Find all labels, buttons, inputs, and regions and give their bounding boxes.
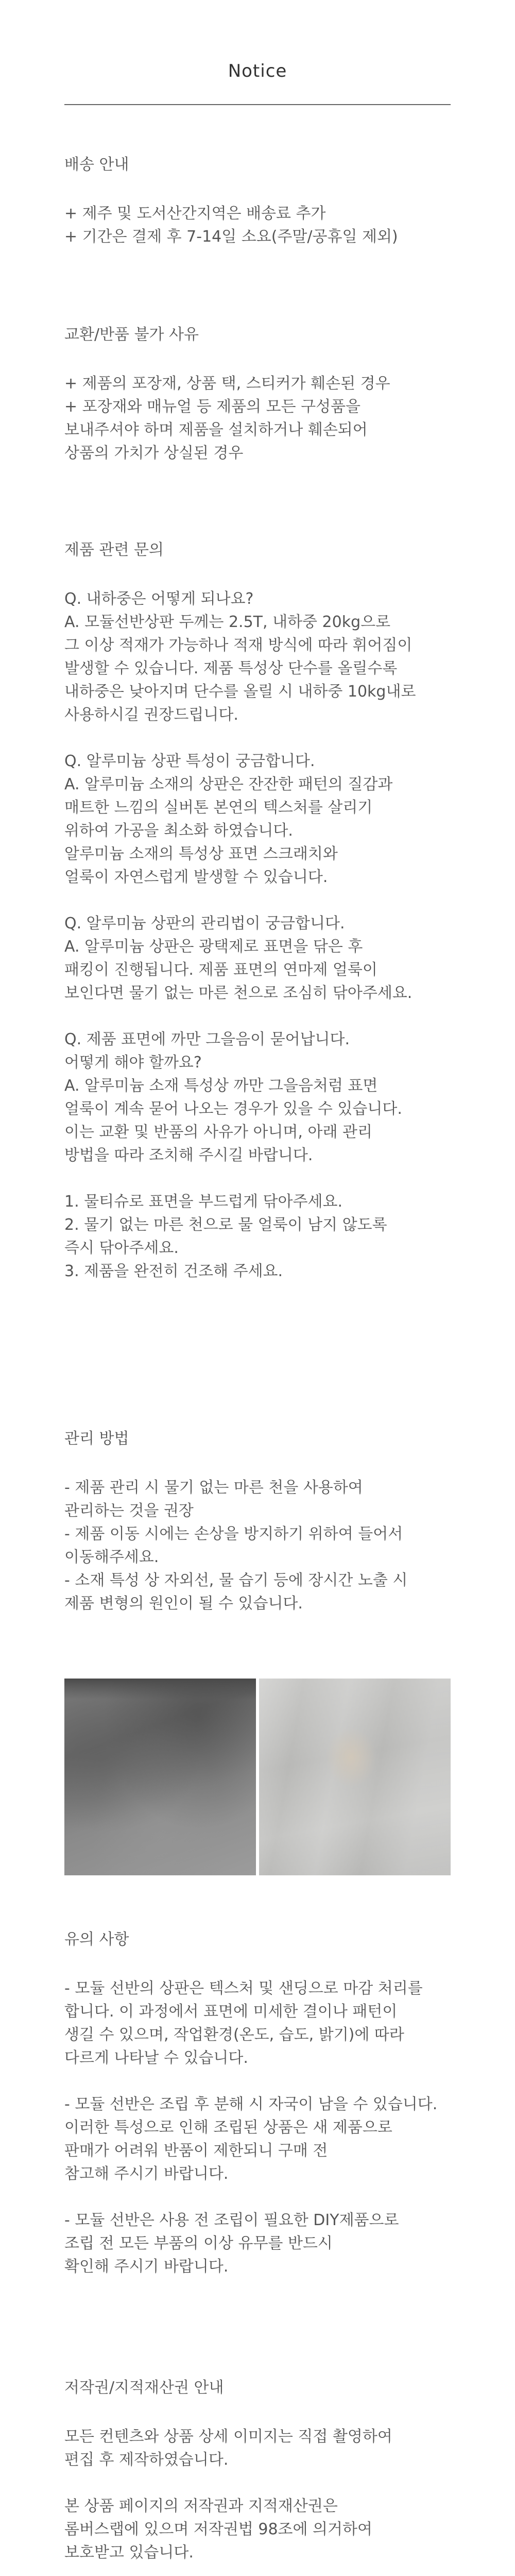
faq-line: 사용하시길 권장드립니다. bbox=[64, 706, 238, 724]
no-return-line: 상품의 가치가 상실된 경우 bbox=[64, 444, 244, 462]
care-line: 관리하는 것을 권장 bbox=[64, 1502, 194, 1520]
faq-line: 이는 교환 및 반품의 사유가 아니며, 아래 관리 bbox=[64, 1123, 372, 1141]
care-line: - 제품 관리 시 물기 없는 마른 천을 사용하여 bbox=[64, 1479, 363, 1497]
faq-line: A. 모듈선반상판 두께는 2.5T, 내하중 20kg으로 bbox=[64, 613, 391, 631]
no-return-lines bbox=[64, 372, 456, 465]
no-return-line: + 포장재와 매뉴얼 등 제품의 모든 구성품을 bbox=[64, 398, 361, 416]
shipping-line: + 제주 및 도서산간지역은 배송료 추가 bbox=[64, 205, 326, 223]
caution-line: 생길 수 있으며, 작업환경(온도, 습도, 밝기)에 따라 bbox=[64, 2026, 404, 2044]
caution-line: 합니다. 이 과정에서 표면에 미세한 결이나 패턴이 bbox=[64, 2003, 398, 2021]
copyright-line: 모든 컨텐츠와 상품 상세 이미지는 직접 촬영하여 bbox=[64, 2428, 392, 2446]
faq-q1 bbox=[64, 587, 456, 726]
faq-line: 방법을 따라 조치해 주시길 바랍니다. bbox=[64, 1146, 313, 1164]
care-section bbox=[64, 1429, 456, 1615]
cautions-title: 유의 사항 bbox=[64, 1930, 129, 1948]
copyright-p2 bbox=[64, 2495, 456, 2564]
faq-line: 그 이상 적재가 가능하나 적재 방식에 따라 휘어짐이 bbox=[64, 636, 413, 654]
faq-line: 얼룩이 계속 묻어 나오는 경우가 있을 수 있습니다. bbox=[64, 1100, 402, 1118]
faq-step: 3. 제품을 완전히 건조해 주세요. bbox=[64, 1262, 283, 1280]
faq-line: 위하여 가공을 최소화 하였습니다. bbox=[64, 822, 293, 840]
faq-step: 1. 물티슈로 표면을 부드럽게 닦아주세요. bbox=[64, 1193, 342, 1211]
faq-line: 얼룩이 자연스럽게 발생할 수 있습니다. bbox=[64, 868, 328, 886]
faq-section bbox=[64, 540, 456, 1283]
surface-photo-light bbox=[259, 1679, 451, 1875]
faq-steps bbox=[64, 1190, 456, 1283]
care-line: 제품 변형의 원인이 될 수 있습니다. bbox=[64, 1595, 303, 1613]
faq-line: 어떻게 해야 할까요? bbox=[64, 1054, 202, 1072]
cautions-p2 bbox=[64, 2093, 456, 2185]
caution-line: 이러한 특성으로 인해 조립된 상품은 새 제품으로 bbox=[64, 2119, 392, 2137]
faq-q4 bbox=[64, 1028, 456, 1167]
faq-title: 제품 관련 문의 bbox=[64, 541, 164, 559]
faq-line: 내하중은 낮아지며 단수를 올릴 시 내하중 10kg내로 bbox=[64, 683, 416, 701]
no-return-title: 교환/반품 불가 사유 bbox=[64, 326, 199, 344]
faq-line: 매트한 느낌의 실버톤 본연의 텍스처를 살리기 bbox=[64, 799, 373, 817]
caution-line: 참고해 주시기 바랍니다. bbox=[64, 2165, 229, 2183]
copyright-line: 편집 후 제작하였습니다. bbox=[64, 2451, 229, 2469]
no-return-line: + 제품의 포장재, 상품 택, 스티커가 훼손된 경우 bbox=[64, 375, 390, 393]
cautions-section bbox=[64, 1929, 456, 2278]
faq-line: A. 알루미늄 소재의 상판은 잔잔한 패턴의 질감과 bbox=[64, 775, 393, 793]
surface-photo-dark bbox=[64, 1679, 256, 1875]
surface-photo-edge bbox=[64, 1679, 256, 1699]
care-line: - 소재 특성 상 자외선, 물 습기 등에 장시간 노출 시 bbox=[64, 1571, 408, 1589]
faq-q3 bbox=[64, 912, 456, 1005]
faq-line: Q. 제품 표면에 까만 그을음이 묻어납니다. bbox=[64, 1030, 350, 1048]
faq-line: 알루미늄 소재의 특성상 표면 스크래치와 bbox=[64, 845, 338, 863]
faq-line: 보인다면 물기 없는 마른 천으로 조심히 닦아주세요. bbox=[64, 984, 413, 1002]
copyright-line: 본 상품 페이지의 저작권과 지적재산권은 bbox=[64, 2497, 338, 2515]
faq-line: A. 알루미늄 소재 특성상 까만 그을음처럼 표면 bbox=[64, 1077, 378, 1095]
care-line: - 제품 이동 시에는 손상을 방지하기 위하여 들어서 bbox=[64, 1525, 403, 1543]
copyright-line: 롬버스랩에 있으며 저작권법 98조에 의거하여 bbox=[64, 2520, 372, 2538]
faq-step: 즉시 닦아주세요. bbox=[64, 1239, 179, 1257]
faq-line: 패킹이 진행됩니다. 제품 표면의 연마제 얼룩이 bbox=[64, 961, 377, 979]
title-divider bbox=[64, 104, 451, 105]
shipping-title: 배송 안내 bbox=[64, 156, 129, 174]
caution-line: 조립 전 모든 부품의 이상 유무를 반드시 bbox=[64, 2234, 333, 2252]
no-return-line: 보내주셔야 하며 제품을 설치하거나 훼손되어 bbox=[64, 421, 368, 439]
care-title: 관리 방법 bbox=[64, 1430, 129, 1448]
caution-line: - 모듈 선반은 조립 후 분해 시 자국이 남을 수 있습니다. bbox=[64, 2095, 438, 2113]
shipping-lines bbox=[64, 202, 456, 248]
shipping-section bbox=[64, 155, 456, 248]
caution-line: 다르게 나타날 수 있습니다. bbox=[64, 2049, 248, 2067]
shipping-line: + 기간은 결제 후 7-14일 소요(주말/공휴일 제외) bbox=[64, 228, 398, 246]
faq-line: A. 알루미늄 상판은 광택제로 표면을 닦은 후 bbox=[64, 938, 363, 956]
copyright-line: 보호받고 있습니다. bbox=[64, 2544, 194, 2562]
caution-line: - 모듈 선반의 상판은 텍스처 및 샌딩으로 마감 처리를 bbox=[64, 1979, 423, 1997]
caution-line: 판매가 어려워 반품이 제한되니 구매 전 bbox=[64, 2142, 328, 2160]
copyright-p1 bbox=[64, 2425, 456, 2471]
faq-line: Q. 내하중은 어떻게 되나요? bbox=[64, 590, 254, 608]
surface-photos bbox=[64, 1679, 451, 1875]
caution-line: 확인해 주시기 바랍니다. bbox=[64, 2258, 229, 2276]
faq-line: Q. 알루미늄 상판 특성이 궁금합니다. bbox=[64, 752, 315, 770]
caution-line: - 모듈 선반은 사용 전 조립이 필요한 DIY제품으로 bbox=[64, 2211, 399, 2229]
copyright-section bbox=[64, 2378, 456, 2576]
copyright-title: 저작권/지적재산권 안내 bbox=[64, 2379, 224, 2397]
faq-step: 2. 물기 없는 마른 천으로 물 얼룩이 남지 않도록 bbox=[64, 1216, 387, 1234]
page-title: Notice bbox=[228, 61, 287, 81]
cautions-p1 bbox=[64, 1977, 456, 2070]
no-return-section bbox=[64, 325, 456, 465]
faq-q2 bbox=[64, 750, 456, 889]
faq-line: Q. 알루미늄 상판의 관리법이 궁금합니다. bbox=[64, 914, 345, 933]
faq-line: 발생할 수 있습니다. 제품 특성상 단수를 올릴수록 bbox=[64, 659, 398, 677]
care-line: 이동해주세요. bbox=[64, 1548, 159, 1566]
care-lines bbox=[64, 1476, 456, 1615]
cautions-p3 bbox=[64, 2209, 456, 2278]
